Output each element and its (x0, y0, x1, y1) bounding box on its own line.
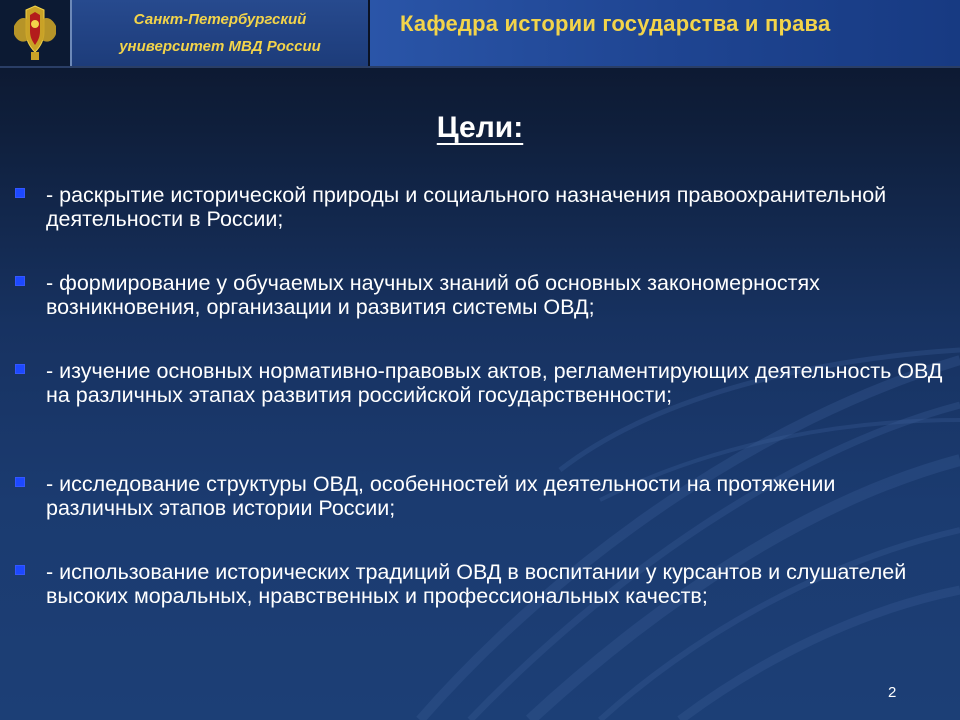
bullet-square-icon (16, 478, 24, 486)
department-title: Кафедра истории государства и права (400, 11, 831, 36)
university-name-line2: университет МВД России (119, 38, 321, 55)
bullet-square-icon (16, 277, 24, 285)
bullet-text: - формирование у обучаемых научных знаний об основных закономерностях возникновения, организации и развития системы ОВД; (46, 271, 820, 319)
bullet-text: - использование исторических традиций ОВД в воспитании у курсантов и слушателей высоких моральных, нравственных и профессиональных качеств; (46, 560, 907, 608)
bullet-text: - исследование структуры ОВД, особенностей их деятельности на протяжении различных этапов истории России; (46, 472, 836, 520)
page-number: 2 (888, 684, 897, 701)
university-name-line1: Санкт-Петербургский (133, 11, 307, 28)
bullet-text: - раскрытие исторической природы и социального назначения правоохранительной деятельности в России; (46, 183, 887, 231)
bullet-square-icon (16, 365, 24, 373)
bullet-square-icon (16, 189, 24, 197)
slide-title: Цели: (436, 111, 524, 144)
bullet-square-icon (16, 566, 24, 574)
bullet-text: - изучение основных нормативно-правовых актов, регламентирующих деятельность ОВД на различных этапах развития российской государственности; (46, 359, 943, 407)
